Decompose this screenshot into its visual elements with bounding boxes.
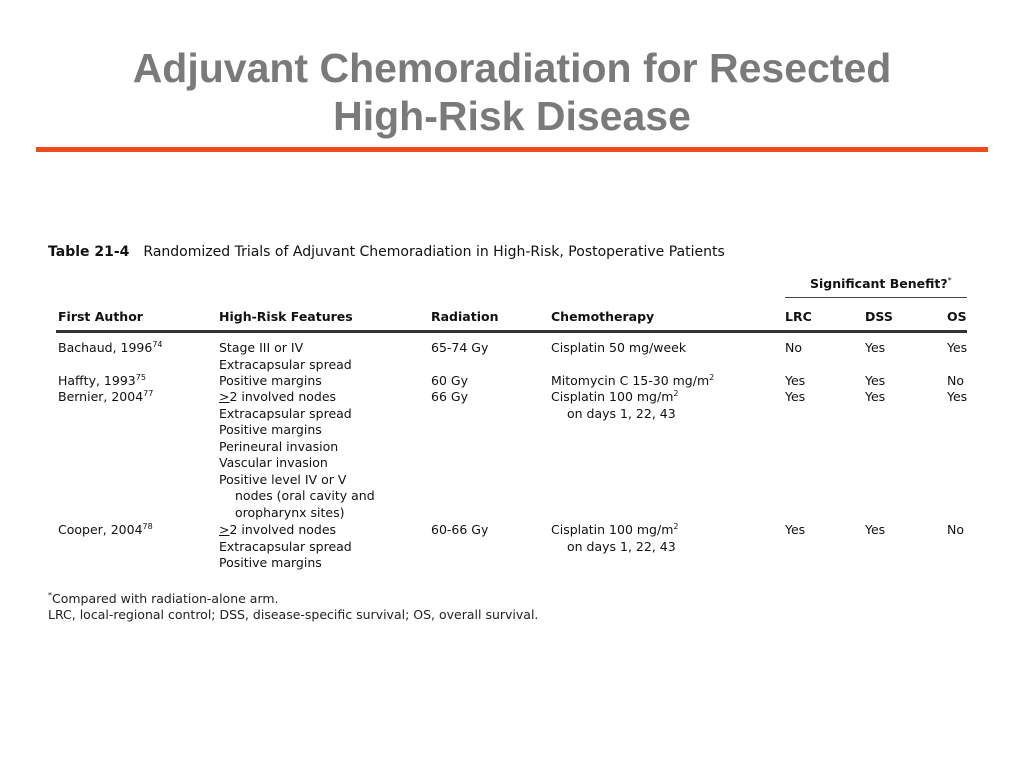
table-row-lrc: Yes — [785, 389, 806, 404]
footnote-comparison: *Compared with radiation-alone arm. — [48, 591, 279, 607]
footnote-abbreviations: LRC, local-regional control; DSS, disease-specific survival; OS, overall survival. — [48, 607, 539, 622]
title-underline — [36, 147, 988, 152]
table-row-author: Cooper, 2004$^{78}$ — [58, 522, 153, 537]
slide-title — [40, 44, 984, 140]
table-row-lrc: Yes — [785, 373, 806, 388]
table-row-radiation: 60 Gy — [431, 373, 468, 388]
table-row-os: Yes — [947, 389, 968, 404]
slide-title-line-1: Adjuvant Chemoradiation for Resected — [132, 45, 892, 91]
column-header-dss: DSS — [865, 309, 893, 324]
column-header-first-author: First Author — [58, 309, 143, 324]
table-row-lrc: Yes — [785, 522, 806, 537]
table-row-chemotherapy: Mitomycin C 15-30 $mg/m^2$ — [551, 373, 715, 388]
greater-equal-symbol: > — [219, 389, 230, 404]
header-rule — [56, 330, 967, 333]
table-row-radiation: 60-66 Gy — [431, 522, 489, 537]
table-row-radiation: 65-74 Gy — [431, 340, 489, 355]
table-row-dss: Yes — [865, 373, 886, 388]
table-row-dss: Yes — [865, 522, 886, 537]
table-caption — [48, 244, 725, 260]
table-row-features: Stage III or IV Extracapsular spread — [219, 340, 352, 372]
table-row-features: >2 involved nodes Extracapsular spread Positive margins Perineural invasion Vascular invasion Positive level IV or V nodes (oral cavity and oropharynx sites) — [219, 389, 375, 520]
table-row-os: Yes — [947, 340, 968, 355]
table-number: Table 21-4 — [48, 244, 130, 260]
table-row-chemotherapy: Cisplatin 50 mg/week — [551, 340, 687, 355]
table-row-author: Bernier, 2004$^{77}$ — [58, 389, 154, 404]
table-row-os: No — [947, 522, 964, 537]
table-row-features: Positive margins — [219, 373, 322, 388]
column-header-lrc: LRC — [785, 309, 812, 324]
table-row-lrc: No — [785, 340, 802, 355]
table-caption-text: Randomized Trials of Adjuvant Chemoradiation in High-Risk, Postoperative Patients — [143, 244, 725, 260]
greater-equal-symbol: > — [219, 522, 230, 537]
column-header-radiation: Radiation — [431, 309, 499, 324]
column-header-high-risk-features: High-Risk Features — [219, 309, 353, 324]
slide-title-line-2: High-Risk Disease — [333, 93, 691, 139]
table-row-dss: Yes — [865, 389, 886, 404]
table-row-features: >2 involved nodes Extracapsular spread Positive margins — [219, 522, 352, 570]
table-row-os: No — [947, 373, 964, 388]
asterisk-mark: * — [947, 276, 952, 285]
table-row-author: Bachaud, 1996$^{74}$ — [58, 340, 163, 355]
group-header-rule — [785, 297, 967, 298]
table-row-author: Haffty, 1993$^{75}$ — [58, 373, 146, 388]
table-row-chemotherapy: Cisplatin 100 $mg/m^2$ on days 1, 22, 43 — [551, 522, 679, 554]
column-header-os: OS — [947, 309, 967, 324]
table-row-chemotherapy: Cisplatin 100 $mg/m^2$ on days 1, 22, 43 — [551, 389, 679, 421]
column-header-chemotherapy: Chemotherapy — [551, 309, 655, 324]
significant-benefit-header: Significant Benefit?* — [810, 276, 952, 292]
table-row-radiation: 66 Gy — [431, 389, 468, 404]
table-row-dss: Yes — [865, 340, 886, 355]
